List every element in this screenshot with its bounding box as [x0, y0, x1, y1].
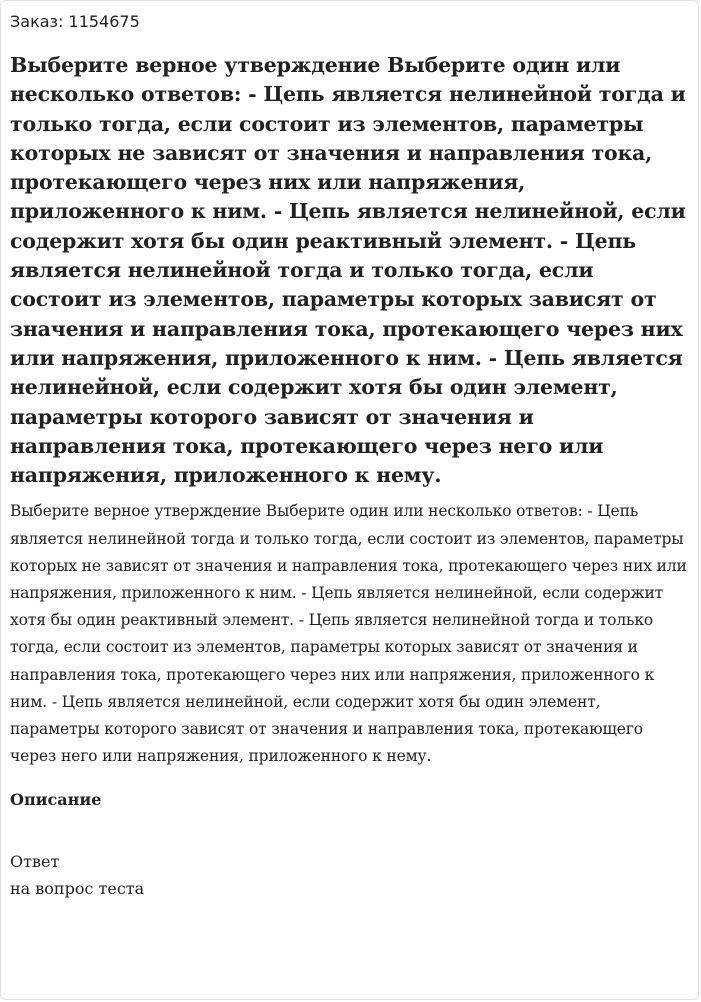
order-number: Заказ: 1154675 [10, 12, 140, 31]
question-body: Выберите верное утверждение Выберите один или несколько ответов: - Цепь является нелинейной тогда и только тогда, если состоит из элементов, параметры которых не зависят от значения и направления тока, протекающего через них или напряжения, приложенного к ним. - Цепь является нелинейной, если содержит хотя бы один реактивный элемент. - Цепь является нелинейной тогда и только тогда, если состоит из элементов, параметры которых зависят от значения и направления тока, протекающего через них или напряжения, приложенного к ним. - Цепь является нелинейной, если содержит хотя бы один элемент, параметры которого зависят от значения и направления тока, протекающего через него или напряжения, приложенного к нему. [10, 502, 687, 766]
answer-block [10, 848, 689, 902]
description-heading: Описание [10, 790, 102, 810]
question-title: Выберите верное утверждение Выберите один или несколько ответов: - Цепь является нелинейной тогда и только тогда, если состоит из элементов, параметры которых не зависят от значения и направления тока, протекающего через них или напряжения, приложенного к ним. - Цепь является нелинейной, если содержит хотя бы один реактивный элемент. - Цепь является нелинейной тогда и только тогда, если состоит из элементов, параметры которых зависят от значения и направления тока, протекающего через них или напряжения, приложенного к ним. - Цепь является нелинейной, если содержит хотя бы один элемент, параметры которого зависят от значения и направления тока, протекающего через него или напряжения, приложенного к нему. [10, 53, 686, 488]
answer-subtitle: на вопрос теста [10, 879, 145, 899]
answer-label: Ответ [10, 852, 60, 872]
